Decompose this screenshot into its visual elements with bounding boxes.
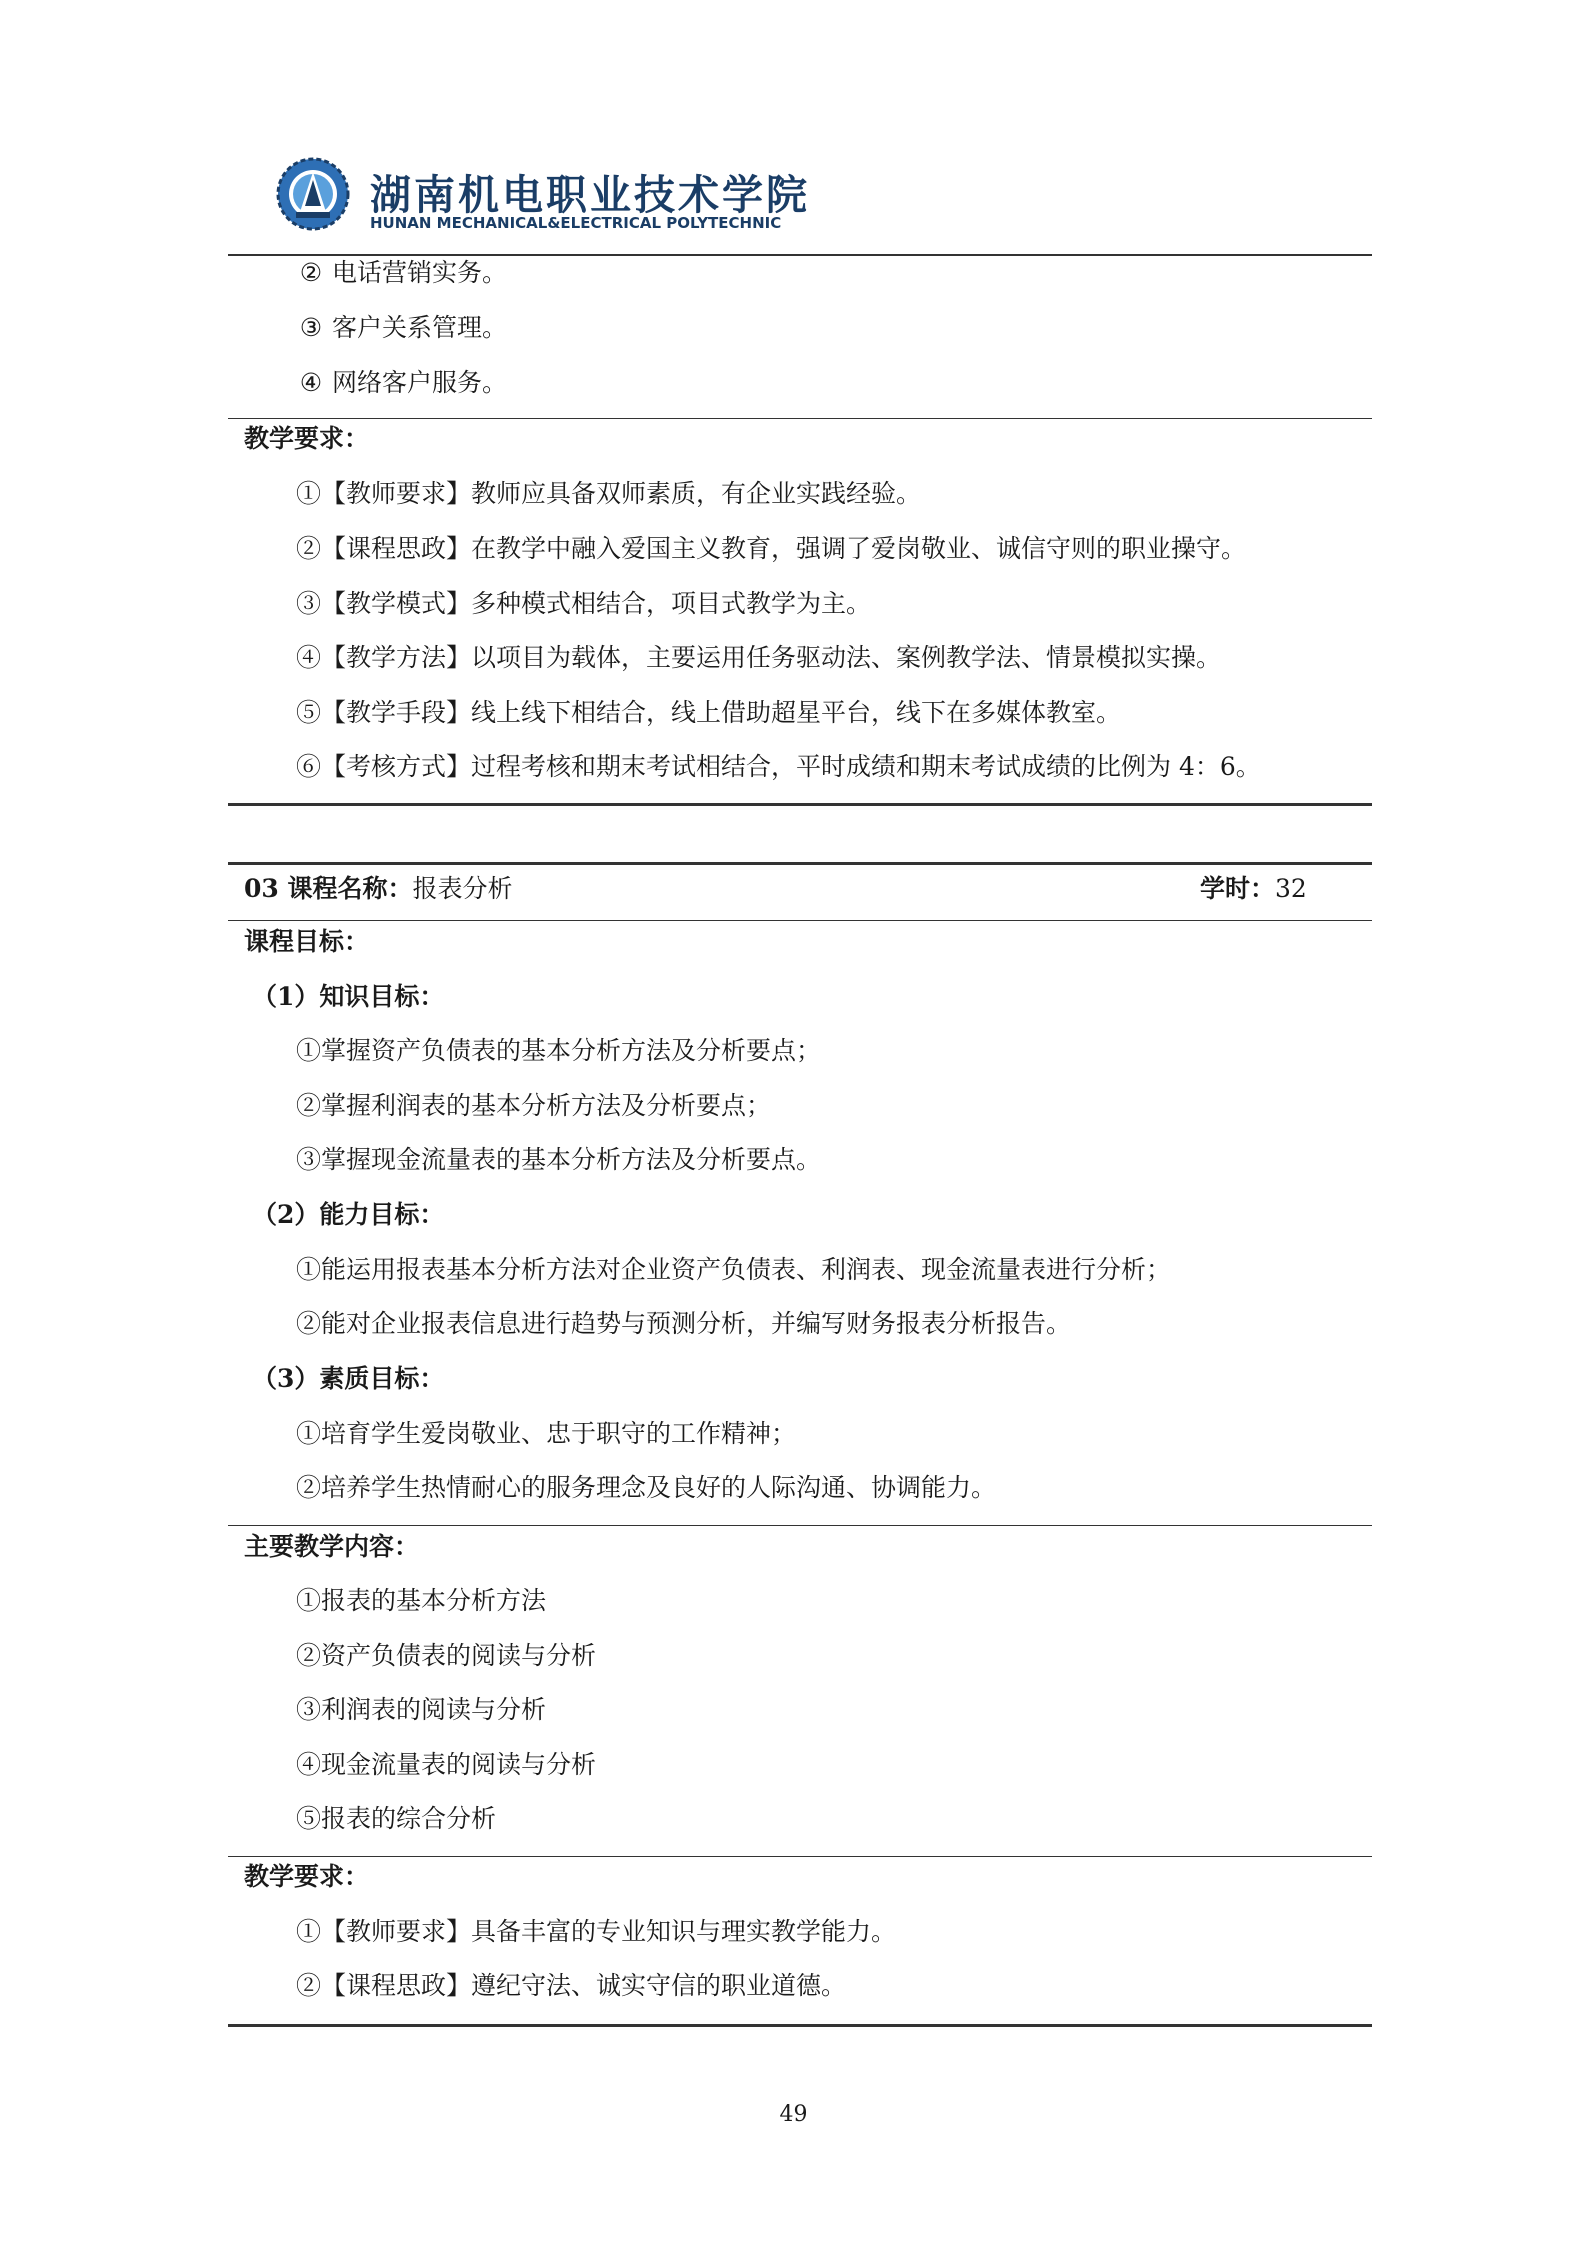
requirements-label: 教学要求： bbox=[244, 424, 370, 453]
section-rule bbox=[228, 920, 1372, 921]
content-item: ⑤报表的综合分析 bbox=[296, 1804, 497, 1833]
table-end-rule bbox=[228, 2024, 1372, 2027]
requirements-label: 教学要求： bbox=[244, 1862, 370, 1891]
requirement-item: ①【教师要求】教师应具备双师素质，有企业实践经验。 bbox=[296, 479, 922, 508]
content-label: 主要教学内容： bbox=[244, 1532, 420, 1561]
knowledge-item: ②掌握利润表的基本分析方法及分析要点； bbox=[296, 1091, 772, 1120]
section-rule bbox=[228, 1856, 1372, 1857]
course-name: 报表分析 bbox=[412, 874, 513, 903]
ability-item: ①能运用报表基本分析方法对企业资产负债表、利润表、现金流量表进行分析； bbox=[296, 1255, 1172, 1284]
knowledge-goals-label: （1）知识目标： bbox=[252, 982, 445, 1011]
knowledge-item: ①掌握资产负债表的基本分析方法及分析要点； bbox=[296, 1036, 822, 1065]
requirement-item: ⑥【考核方式】过程考核和期末考试相结合，平时成绩和期末考试成绩的比例为 4：6。 bbox=[296, 752, 1261, 781]
content-item: ③ 客户关系管理。 bbox=[299, 313, 508, 342]
content-item: ④ 网络客户服务。 bbox=[299, 368, 508, 397]
school-emblem-icon bbox=[276, 154, 350, 234]
page-number: 49 bbox=[779, 2102, 808, 2127]
requirement-item: ⑤【教学手段】线上线下相结合，线上借助超星平台，线下在多媒体教室。 bbox=[296, 698, 1122, 727]
requirement-item: ①【教师要求】具备丰富的专业知识与理实教学能力。 bbox=[296, 1917, 897, 1946]
content-item: ①报表的基本分析方法 bbox=[296, 1586, 547, 1615]
course-hours-label: 学时： bbox=[1200, 874, 1276, 903]
content-item: ④现金流量表的阅读与分析 bbox=[296, 1750, 597, 1779]
quality-item: ①培育学生爱岗敬业、忠于职守的工作精神； bbox=[296, 1419, 797, 1448]
requirement-item: ④【教学方法】以项目为载体，主要运用任务驱动法、案例教学法、情景模拟实操。 bbox=[296, 643, 1222, 672]
ability-item: ②能对企业报表信息进行趋势与预测分析，并编写财务报表分析报告。 bbox=[296, 1309, 1072, 1338]
ability-goals-label: （2）能力目标： bbox=[252, 1200, 445, 1229]
school-logo bbox=[276, 154, 810, 242]
section-rule bbox=[228, 418, 1372, 419]
knowledge-item: ③掌握现金流量表的基本分析方法及分析要点。 bbox=[296, 1145, 822, 1174]
quality-goals-label: （3）素质目标： bbox=[252, 1364, 445, 1393]
school-name-cn: 湖南机电职业技术学院 bbox=[370, 171, 810, 219]
content-item: ③利润表的阅读与分析 bbox=[296, 1695, 547, 1724]
requirement-item: ③【教学模式】多种模式相结合，项目式教学为主。 bbox=[296, 589, 872, 618]
quality-item: ②培养学生热情耐心的服务理念及良好的人际沟通、协调能力。 bbox=[296, 1473, 997, 1502]
course-hours bbox=[1200, 872, 1307, 906]
course-title bbox=[244, 872, 513, 906]
goals-label: 课程目标： bbox=[244, 927, 370, 956]
table-start-rule bbox=[228, 862, 1372, 865]
course-hours-value: 32 bbox=[1275, 874, 1307, 903]
table-end-rule bbox=[228, 803, 1372, 806]
requirement-item: ②【课程思政】遵纪守法、诚实守信的职业道德。 bbox=[296, 1971, 847, 2000]
course-name-label: 03 课程名称： bbox=[244, 874, 413, 903]
requirement-item: ②【课程思政】在教学中融入爱国主义教育，强调了爱岗敬业、诚信守则的职业操守。 bbox=[296, 534, 1247, 563]
content-item: ② 电话营销实务。 bbox=[299, 258, 508, 287]
section-rule bbox=[228, 1525, 1372, 1526]
content-item: ②资产负债表的阅读与分析 bbox=[296, 1641, 597, 1670]
school-name-en: HUNAN MECHANICAL&ELECTRICAL POLYTECHNIC bbox=[370, 214, 782, 232]
